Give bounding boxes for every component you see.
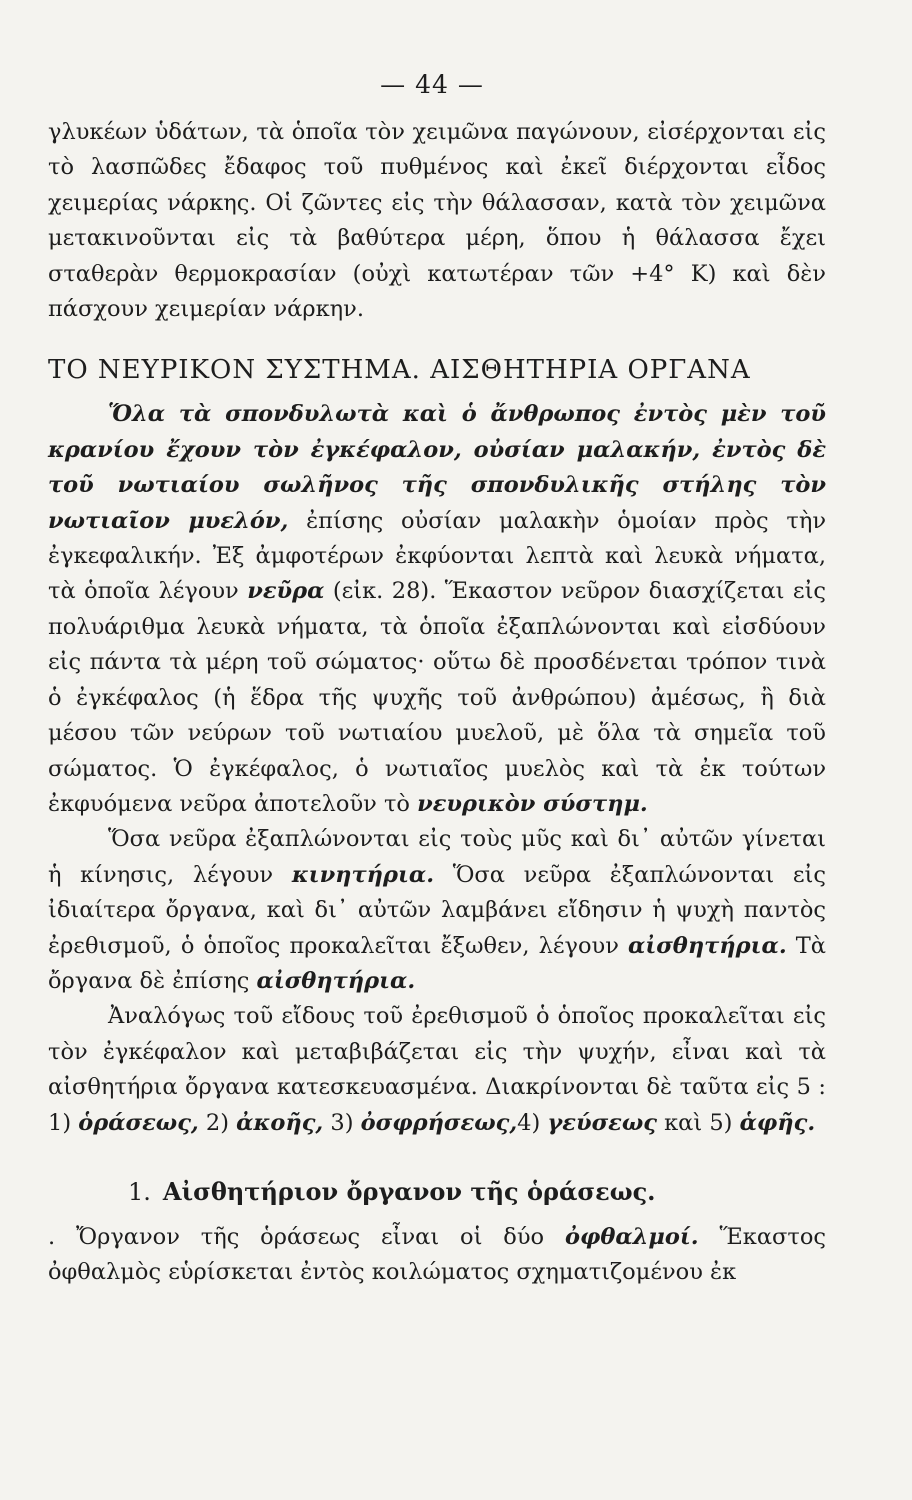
list-separator: 3): [323, 1109, 361, 1136]
term-ofthalmoi: ὀφθαλμοί.: [564, 1223, 699, 1250]
term-nervous-system: νευρικὸν σύστημ.: [417, 790, 648, 817]
sense-taste: γεύσεως: [547, 1109, 657, 1136]
list-separator: 2): [198, 1109, 237, 1136]
paragraph-motor-sensory: [48, 822, 826, 999]
list-separator: 4): [517, 1109, 548, 1136]
page-number: — 44 —: [380, 70, 484, 99]
bold-phrase: Ὅλα τὰ σπονδυλωτὰ καὶ ὁ ἄνθρωπος ἐντὸς μὲν τοῦ κρανίου ἔχουν τὸν ἐγκέφαλον, οὐσίαν μαλακήν, ἐντὸς δὲ τοῦ νωτιαίου σωλῆνος τῆς σπονδυλικῆς στήλης τὸν νωτιαῖον μυελόν,: [48, 401, 826, 534]
paragraph-text: Ὅσα νεῦρα ἐξαπλώνονται εἰς τοὺς μῦς καὶ δι᾿ αὐτῶν γίνεται ἡ κίνησις, λέγουν: [48, 826, 826, 888]
paragraph-eyes: [48, 1220, 826, 1291]
subsection-heading: [128, 1177, 826, 1206]
page: [48, 70, 826, 1291]
sense-sight: ὁράσεως,: [78, 1109, 199, 1136]
term-aisthitiria: αἰσθητήρια.: [628, 932, 787, 959]
paragraph-text: ἐπίσης οὐσίαν μαλακὴν ὁμοίαν πρὸς τὴν ἐγκεφαλικήν. Ἐξ ἀμφοτέρων ἐκφύονται λεπτὰ καὶ λευκὰ νήματα, τὰ ὁποῖα λέγουν: [48, 507, 827, 605]
list-separator: καὶ 5): [656, 1109, 740, 1136]
paragraph-text: Ἀναλόγως τοῦ εἴδους τοῦ ἐρεθισμοῦ ὁ ὁποῖος προκαλεῖται εἰς τὸν ἐγκέφαλον καὶ μεταβιβάζεται εἰς τὴν ψυχήν, εἶναι καὶ τὰ αἰσθητήρια ὄργανα κατεσκευασμένα. Διακρίνονται δὲ ταῦτα εἰς 5 : 1): [48, 1003, 826, 1136]
paragraph-senses: [48, 999, 826, 1141]
subsection-title: Αἰσθητήριον ὄργανον τῆς ὁράσεως.: [162, 1176, 656, 1206]
sense-smell: ὀσφρήσεως,: [360, 1109, 518, 1136]
term-nevra: νεῦρα: [247, 578, 325, 605]
subsection-number: 1.: [128, 1177, 151, 1206]
paragraph-text: (εἰκ. 28). Ἕκαστον νεῦρον διασχίζεται εἰς πολυάριθμα λευκὰ νήματα, τὰ ὁποῖα ἐξαπλώνονται καὶ εἰσδύουν εἰς πάντα τὰ μέρη τοῦ σώματος· οὕτω δὲ προσδένεται τρόπον τινὰ ὁ ἐγκέφαλος (ἡ ἕδρα τῆς ψυχῆς τοῦ ἀνθρώπου) ἀμέσως, ἢ διὰ μέσου τῶν νεύρων τοῦ νωτιαίου μυελοῦ, μὲ ὅλα τὰ σημεῖα τοῦ σώματος. Ὁ ἐγκέφαλος, ὁ νωτιαῖος μυελὸς καὶ τὰ ἐκ τούτων ἐκφυόμενα νεῦρα ἀποτελοῦν τὸ: [48, 578, 827, 817]
section-heading: ΤΟ ΝΕΥΡΙΚΟΝ ΣΥΣΤΗΜΑ. ΑΙΣΘΗΤΗΡΙΑ ΟΡΓΑΝΑ: [48, 355, 751, 386]
intro-paragraph: γλυκέων ὑδάτων, τὰ ὁποῖα τὸν χειμῶνα παγώνουν, εἰσέρχονται εἰς τὸ λασπῶδες ἔδαφος τοῦ πυθμένος καὶ ἐκεῖ διέρχονται εἶδος χειμερίας νάρκης. Οἱ ζῶντες εἰς τὴν θάλασσαν, κατὰ τὸν χειμῶνα μετακινοῦνται εἰς τὰ βαθύτερα μέρη, ὅπου ἡ θάλασσα ἔχει σταθερὰν θερμοκρασίαν (οὐχὶ κατωτέραν τῶν +4° Κ) καὶ δὲν πάσχουν χειμερίαν νάρκην.: [48, 119, 826, 323]
paragraph-text: Ὅσα νεῦρα ἐξαπλώνονται εἰς ἰδιαίτερα ὄργανα, καὶ δι᾿ αὐτῶν λαμβάνει εἴδησιν ἡ ψυχὴ παντὸς ἐρεθισμοῦ, ὁ ὁποῖος προκαλεῖται ἔξωθεν, λέγουν: [48, 861, 826, 959]
paragraph-text: Ἕκαστος ὀφθαλμὸς εὑρίσκεται ἐντὸς κοιλώματος σχηματιζομένου ἐκ: [48, 1223, 826, 1286]
paragraph-text: Τὰ ὄργανα δὲ ἐπίσης: [48, 932, 827, 994]
term-kinitiria: κινητήρια.: [291, 861, 435, 888]
paragraph-text: . Ὄργανον τῆς ὁράσεως εἶναι οἱ δύο: [48, 1223, 565, 1250]
paragraph-nervous-system: [48, 397, 826, 822]
sense-touch: ἁφῆς.: [739, 1109, 816, 1136]
term-aisthitiria-organs: αἰσθητήρια.: [256, 967, 416, 994]
sense-hearing: ἀκοῆς,: [236, 1109, 324, 1136]
